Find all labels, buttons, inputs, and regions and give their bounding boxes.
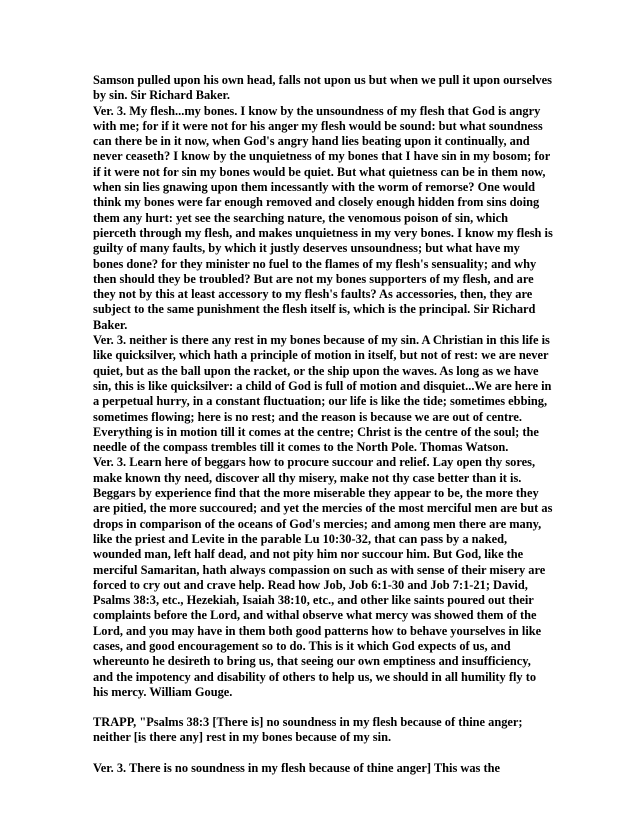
paragraph-trapp-comment: Ver. 3. There is no soundness in my flesh because of thine anger] This was the — [93, 760, 500, 775]
paragraph-gap — [93, 746, 553, 761]
paragraph-baker-closing: Samson pulled upon his own head, falls not upon us but when we pull it upon ourselves by sin. Sir Richard Baker. — [93, 73, 552, 103]
paragraph-gouge-beggars: Ver. 3. Learn here of beggars how to procure succour and relief. Lay open thy sores, make known thy need, discover all thy misery, make not thy case better than it is. Beggars by experience find that the more miserable they appear to be, the more they are pitied, the more succoured; and yet the mercies of the most merciful men are but as drops in comparison of the oceans of God's mercies; and among men there are many, like the priest and Levite in the parable Lu 10:30-32, that can pass by a naked, wounded man, left half dead, and not pity him nor succour him. But God, like the merciful Samaritan, hath always compassion on such as with sense of their misery are forced to cry out and crave help. Read how Job, Job 6:1-30 and Job 7:1-21; David, Psalms 38:3, etc., Hezekiah, Isaiah 38:10, etc., and other like saints poured out their complaints before the Lord, and withal observe what mercy was showed them of the Lord, and you may have in them both good patterns how to behave yourselves in like cases, and good encouragement so to do. This is it which God expects of us, and whereunto he desireth to bring us, that seeing our own emptiness and insufficiency, and the impotency and disability of others to help us, we should in all humility fly to his mercy. William Gouge. — [93, 455, 553, 699]
paragraph-gap — [93, 700, 553, 715]
paragraph-baker-flesh-bones: Ver. 3. My flesh...my bones. I know by the unsoundness of my flesh that God is angry with me; for if it were not for his anger my flesh would be sound: but what soundness can there be in it now, when God's angry hand lies beating upon it continually, and never ceaseth? I know by the unquietness of my bones that I have sin in my bosom; for if it were not for sin my bones would be quiet. But what quietness can be in them now, when sin lies gnawing upon them incessantly with the worm of remorse? One would think my bones were far enough removed and closely enough hidden from sins doing them any hurt: yet see the searching nature, the venomous poison of sin, which pierceth through my flesh, and makes unquietness in my very bones. I know my flesh is guilty of many faults, by which it justly deserves unsoundness; but what have my bones done? for they minister no fuel to the flames of my flesh's sensuality; and why then should they be troubled? But are not my bones supporters of my flesh, and are they not by this at least accessory to my flesh's faults? As accessories, then, they are subject to the same punishment the flesh itself is, which is the principal. Sir Richard Baker. — [93, 103, 553, 332]
paragraph-trapp-verse: TRAPP, "Psalms 38:3 [There is] no soundness in my flesh because of thine anger; neither [is there any] rest in my bones because of my sin. — [93, 715, 523, 745]
document-page — [93, 73, 553, 776]
paragraph-watson-rest: Ver. 3. neither is there any rest in my bones because of my sin. A Christian in this life is like quicksilver, which hath a principle of motion in itself, but not of rest: we are never quiet, but as the ball upon the racket, or the ship upon the waves. As long as we have sin, this is like quicksilver: a child of God is full of motion and disquiet...We are here in a perpetual hurry, in a constant fluctuation; our life is like the tide; sometimes ebbing, sometimes flowing; here is no rest; and the reason is because we are out of centre. Everything is in motion till it comes at the centre; Christ is the centre of the soul; the needle of the compass trembles till it comes to the North Pole. Thomas Watson. — [93, 333, 552, 455]
